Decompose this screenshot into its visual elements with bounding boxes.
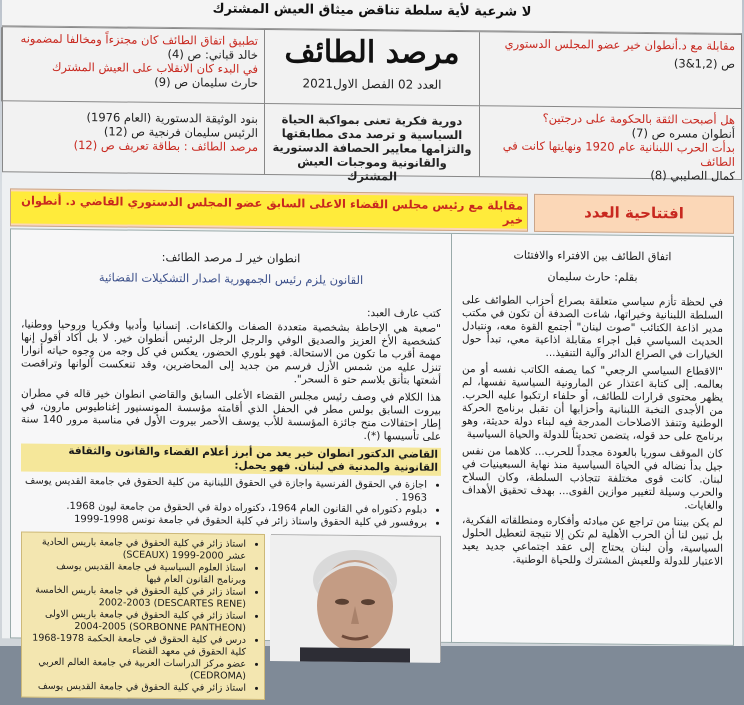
bio-box [21, 531, 265, 700]
teaser-author: خالد قباني: ص (4) [167, 46, 258, 62]
list-item: • استاذ زائر في كلية الحقوق في جامعة باريس الخامسة (DESCARTES RENE) 2002-2003 [30, 585, 246, 611]
teaser-title: مقابلة مع د.أنطوان خير عضو المجلس الدستوري [504, 36, 735, 53]
masthead-grid [2, 26, 742, 184]
editorial-paragraph: في لحظة تأزم سياسي متعلقة بصراع أحزاب الطوائف على السلطة اللبنانية وخيراتها، شاءت الصدفة أن تكون في مكتب مدير اذاعة الكتائب "صوت لبنان" أجتمع القوة معه، ونتبادل الحديث السياسي قبل اجراء مقابلة اذاعية معي، تبدأ حول الخيارات في الصراع الدائر وآلية التنفيذ... [462, 294, 723, 361]
list-item: • عضو مركز الدراسات العربية في جامعة العالم العربي (CEDROMA) [30, 657, 246, 683]
editorial-paragraph: "الاقطاع السياسي الرجعي" كما يصفه الكاتب نفسه أو من بعالمه. إلى كتابة اعتذار عن المارونية السياسية نفسها، لم يظهر محتوى قرارات للطائف، أو حلفاء ارتكبوا عليه الحرب. من الأجدى النخبة اللبنانية وأحزابها أن تقبل برنامج الحركة الوطنية وتنفذ الاصلاحات المدرجة فيه لبناء دولة حديثة، وهو برنامج على حد قوله، يتضمن تحديثاً للدولة والحياة السياسية [462, 363, 723, 443]
editorial-title: اتفاق الطائف بين الافتراء والافتئات [513, 248, 672, 264]
interview-heading-bar [10, 188, 528, 231]
list-item: • استاذ زائر في كلية الحقوق في جامعة باريس الاولى (SORBONNE PANTHEON) 2004-2005 [30, 609, 246, 635]
photo-row [21, 531, 441, 701]
list-item: • استاذ العلوم السياسية في جامعة القديس يوسف وبرنامج القانون العام فيها [30, 561, 246, 587]
portrait-icon [270, 535, 440, 663]
editorial-author: بقلم: حارث سليمان [547, 269, 638, 284]
editorial-heading: افتتاحية العدد [534, 194, 734, 234]
interview-heading: مقابلة مع رئيس مجلس القضاء الاعلى السابق عضو المجلس الدستوري القاضي د. أنطوان خير [11, 191, 527, 228]
teaser-title: بنود الوثيقة الدستورية (العام 1976) [86, 110, 258, 126]
teaser-author: حارث سليمان ص (9) [154, 74, 258, 90]
article-columns [10, 228, 734, 694]
teaser-author: أنطوان مسره ص (7) [631, 125, 735, 141]
list-item: • استاذ زائر في كلية الحقوق في جامعة القديس يوسف [30, 681, 246, 695]
teaser-author: الرئيس سليمان فرنجية ص (12) [103, 124, 258, 140]
list-item: • دبلوم دكتوراه في القانون العام 1964، دكتوراه دولة في الحقوق من جامعة ليون 1968. [21, 500, 427, 517]
section-bar [10, 188, 734, 234]
description-text: دورية فكرية تعنى بمواكبة الحياة السياسية و ترصد مدى مطابقتها والتزامها معايير الحصافة الدستورية والقانونية وموجبات العيش المشترك [272, 112, 472, 184]
bio-list [30, 537, 246, 695]
teaser-title: بدأت الحرب اللبنانية عام 1920 ونهايتها كانت في الطائف [502, 138, 735, 169]
page-headline: لا شرعية لأية سلطة تناقض ميثاق العيش المشترك [2, 0, 742, 34]
issue-label: العدد 02 الفصل الاول2021 [302, 76, 442, 92]
editorial-paragraph: لم يكن بيننا من تراجع عن مبادئه وأفكاره ومنطلقاته الفكرية، بل تبين لنا أن الحرب الأهلية لم تكن إلا نتيجة لتعطيل الحلول السياسية، وأن لبنان يحتاج إلى عقد اجتماعي جديد يعيد الاعتبار للدولة وللعيش المشترك وللحياة الوطنية. [462, 514, 723, 568]
interview-byline: كتب عارف العبد: [367, 307, 441, 320]
editorial-paragraph: كان الموقف سوريا بالعودة مجدداً للحرب... كلاهما من نفس جيل بدأ نضاله في الحياة السياسية منذ نهاية السبعينيات في لبنان. كانت قوى مختلفة تتجاذب السلطة، وكان السلاح والحرب وسيلة لتغيير موازين القوى... بهدف تحقيق الأهداف والغايات. [462, 445, 723, 512]
editorial-column [451, 234, 733, 645]
interview-highlight: القاضي الدكتور انطوان خير يعد من أبرز أعلام القضاء والقانون والثقافة القانونية والمدنية في لبنان. فهو يحمل: [21, 443, 441, 475]
masthead [264, 30, 479, 106]
teaser-author: كمال الصليبي (8) [650, 168, 735, 183]
interview-subtitle: القانون يلزم رئيس الجمهورية اصدار التشكيلات القضائية [98, 270, 364, 288]
top-left-teaser [1, 27, 264, 104]
mid-left-teaser [1, 101, 264, 174]
list-item: • استاذ زائر في كلية الحقوق في جامعة باريس الحادية عشر 2000-1999 (SCEAUX) [30, 537, 246, 563]
top-right-teaser [479, 32, 741, 109]
interview-paragraph: "صعبة هي الإحاطة بشخصية متعددة الصفات والكفاءات. إنسانيا وأدبيا وفكريا وروحيا ووطنيا، كشخصية الأخ العزيز والصديق الوفي والرجل الرجل الرئيس أنطوان خير. لا بل أكاد أقول إنها مهمة أقرب ما تكون من الاستحالة. فهو بلوري الحضور، يعكس في كل وجه من وجوه حياته أنوارا تنزل عليه من شمس الأزل فرسم من جديد إلى المحاضرين، وقد تنعكست آلوانها وتراقصت أشعتها بتأنق بلاسم حتو ة السحر". [21, 318, 441, 387]
interview-paragraph: هذا الكلام في وصف رئيس مجلس القضاء الأعلى السابق والقاضي انطوان خير قاله في مطران بيروت السابق بولس مطر في الحفل الذي أقامته مؤسسة المونسنيور إغناطيوس مارون، في إطار احتفالات منح جائزة المؤسسة للأب يوسف الأحمر بيروت الأول في مناسبة مرور 140 سنة على تأسيسها (*). [21, 387, 441, 443]
list-item: • بروفسور في كلية الحقوق واستاذ زائر في كلية الحقوق في جامعة نونس 1998-1999 [21, 513, 427, 530]
teaser-title: في البدء كان الانقلاب على العيش المشترك [51, 59, 258, 76]
portrait-photo [271, 534, 441, 662]
interview-column [11, 229, 451, 694]
teaser-page: ص (1,2&3) [673, 56, 735, 71]
list-item: • درس في كلية الحقوق في جامعة الحكمة 1978-1968 كلية الحقوق في معهد القضاء [30, 633, 246, 659]
teaser-title: مرصد الطائف : بطاقة تعريف ص (12) [73, 138, 258, 154]
credentials-list [21, 475, 427, 529]
newsletter-page [2, 0, 742, 694]
masthead-title: مرصد الطائف [284, 34, 460, 72]
teaser-title: تطبيق اتفاق الطائف كان مجتزءاً ومخالفا لمضمونه [20, 31, 258, 48]
teaser-title: هل أصبحت الثقة بالحكومة على درجتين؟ [542, 110, 735, 127]
list-item: • اجازة في الحقوق الفرنسية واجازة في الحقوق اللبنانية من كلية الحقوق في جامعة القديس يوسف 1963 . [21, 475, 427, 504]
mid-right-teaser [479, 106, 741, 183]
masthead-description [264, 104, 479, 184]
interview-title: انطوان خير لـ مرصد الطائف: [161, 249, 301, 266]
